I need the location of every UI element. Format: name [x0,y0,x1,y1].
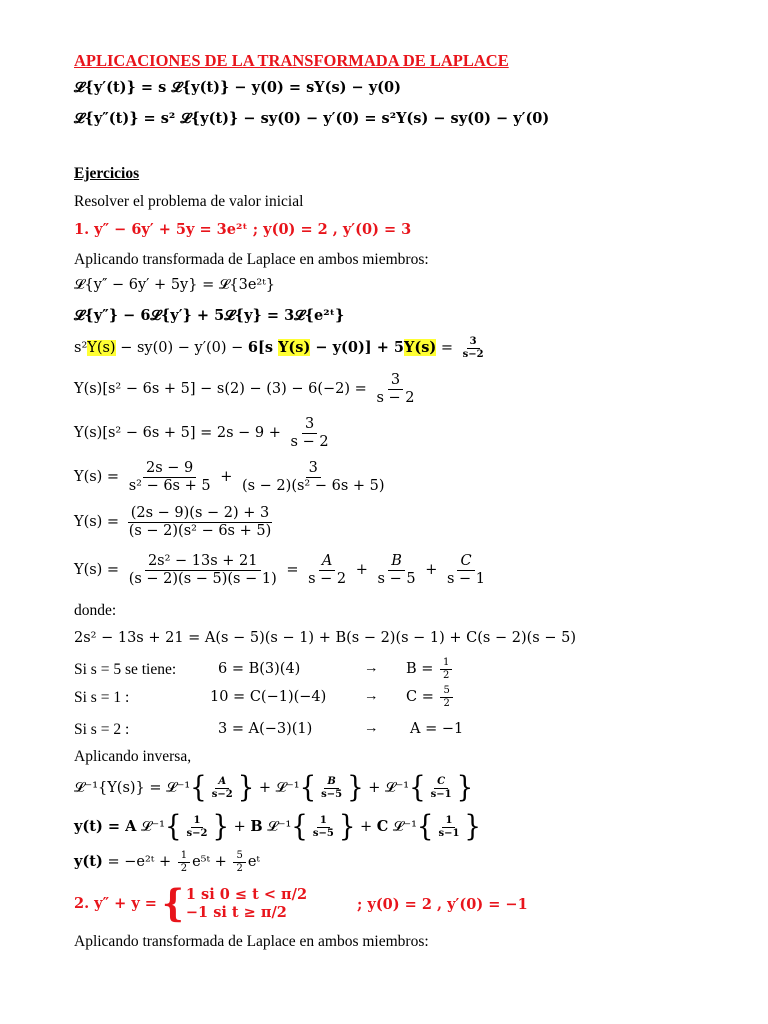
inverse-text: Aplicando inversa, [74,748,192,765]
arrow-icon: → [364,688,379,704]
case-s1-equation: 10 = C(−1)(−4) [210,689,327,705]
step-8: Y(s) = $\frac{\text{2s² − 13s + 21}}{(s - 2)(s - 5)(s - 1)}$ = $\frac{A}{s - 2}$ + $\frac{B}{s - 5}$ + $\frac{C}{s - 1}$ [74,553,486,587]
exercise-1-statement: 1. y″ − 6y′ + 5y = 3e²ᵗ ; y(0) = 2 , y′(0) = 3 [74,221,412,238]
case-s2-label: Si s = 2 : [74,721,130,738]
case-s2-result: A = −1 [410,721,464,737]
step-2: 𝓛{y″} − 6𝓛{y′} + 5𝓛{y} = 3𝓛{e²ᵗ} [74,307,345,324]
inverse-step-1: 𝓛⁻¹{Y(s)} = 𝓛⁻¹ { $\frac{A}{s-2}$ } + 𝓛⁻¹ { $\frac{B}{s-5}$ } + 𝓛⁻¹ { $\frac{C}{s-1}$ } [74,771,474,805]
case-s1-label: Si s = 1 : [74,689,130,706]
case-s1-result: C = $\frac{5}{2}$ [406,685,455,709]
arrow-icon: → [364,720,379,736]
case-s5-equation: 6 = B(3)(4) [218,661,301,677]
partial-fraction-equation: 2s² − 13s + 21 = A(s − 5)(s − 1) + B(s − 2)(s − 1) + C(s − 2)(s − 5) [74,630,576,646]
exercise-2-statement: 2. y″ + y = { 1 si 0 ≤ t < π/2 −1 si t ≥ π/2 [74,882,308,927]
exercise-2-conditions: ; y(0) = 2 , y′(0) = −1 [357,896,528,913]
page-title: APLICACIONES DE LA TRANSFORMADA DE LAPLACE [74,51,509,70]
apply-laplace-text-2: Aplicando transformada de Laplace en ambos miembros: [74,933,429,950]
case-s5-label: Si s = 5 se tiene: [74,661,177,678]
case-s5-result: B = $\frac{1}{2}$ [406,657,454,681]
apply-laplace-text: Aplicando transformada de Laplace en ambos miembros: [74,251,429,268]
step-5: Y(s)[s² − 6s + 5] = 2s − 9 + $\frac{3}{s - 2}$ [74,416,329,450]
intro-text: Resolver el problema de valor inicial [74,193,304,210]
case-s2-equation: 3 = A(−3)(1) [218,721,313,737]
step-3: s²Y(s) − sy(0) − y′(0) − 6[s Y(s) − y(0)] + 5Y(s) = $\frac{3}{s-2}$ [74,336,484,360]
arrow-icon: → [364,660,379,676]
donde-text: donde: [74,602,117,619]
formula-second-derivative: 𝓛{y″(t)} = s² 𝓛{y(t)} − sy(0) − y′(0) = s²Y(s) − sy(0) − y′(0) [74,110,550,127]
step-6: Y(s) = $\frac{2s - 9}{\text{s² − 6s + 5}}$ + $\frac{3}{\text{(s − 2)(s² − 6s + 5)}}$ [74,460,385,494]
section-heading: Ejercicios [74,165,140,182]
step-4: Y(s)[s² − 6s + 5] − s(2) − (3) − 6(−2) = $\frac{3}{s - 2}$ [74,372,415,406]
inverse-step-2: y(t) = A 𝓛⁻¹ { $\frac{1}{s-2}$ } + B 𝓛⁻¹ { $\frac{1}{s-5}$ } + C 𝓛⁻¹ { $\frac{1}{s-1}$ } [74,810,481,844]
formula-first-derivative: 𝓛{y′(t)} = s 𝓛{y(t)} − y(0) = sY(s) − y(0) [74,79,401,96]
final-solution: y(t) = −e²ᵗ + $\frac{1}{2}$ e⁵ᵗ + $\frac{5}{2}$ eᵗ [74,850,260,874]
step-1: 𝓛{y″ − 6y′ + 5y} = 𝓛{3e²ᵗ} [74,277,276,293]
step-7: Y(s) = $\frac{(2s - 9)(s - 2) + 3}{\text{(s − 2)(s² − 6s + 5)}}$ [74,505,272,539]
